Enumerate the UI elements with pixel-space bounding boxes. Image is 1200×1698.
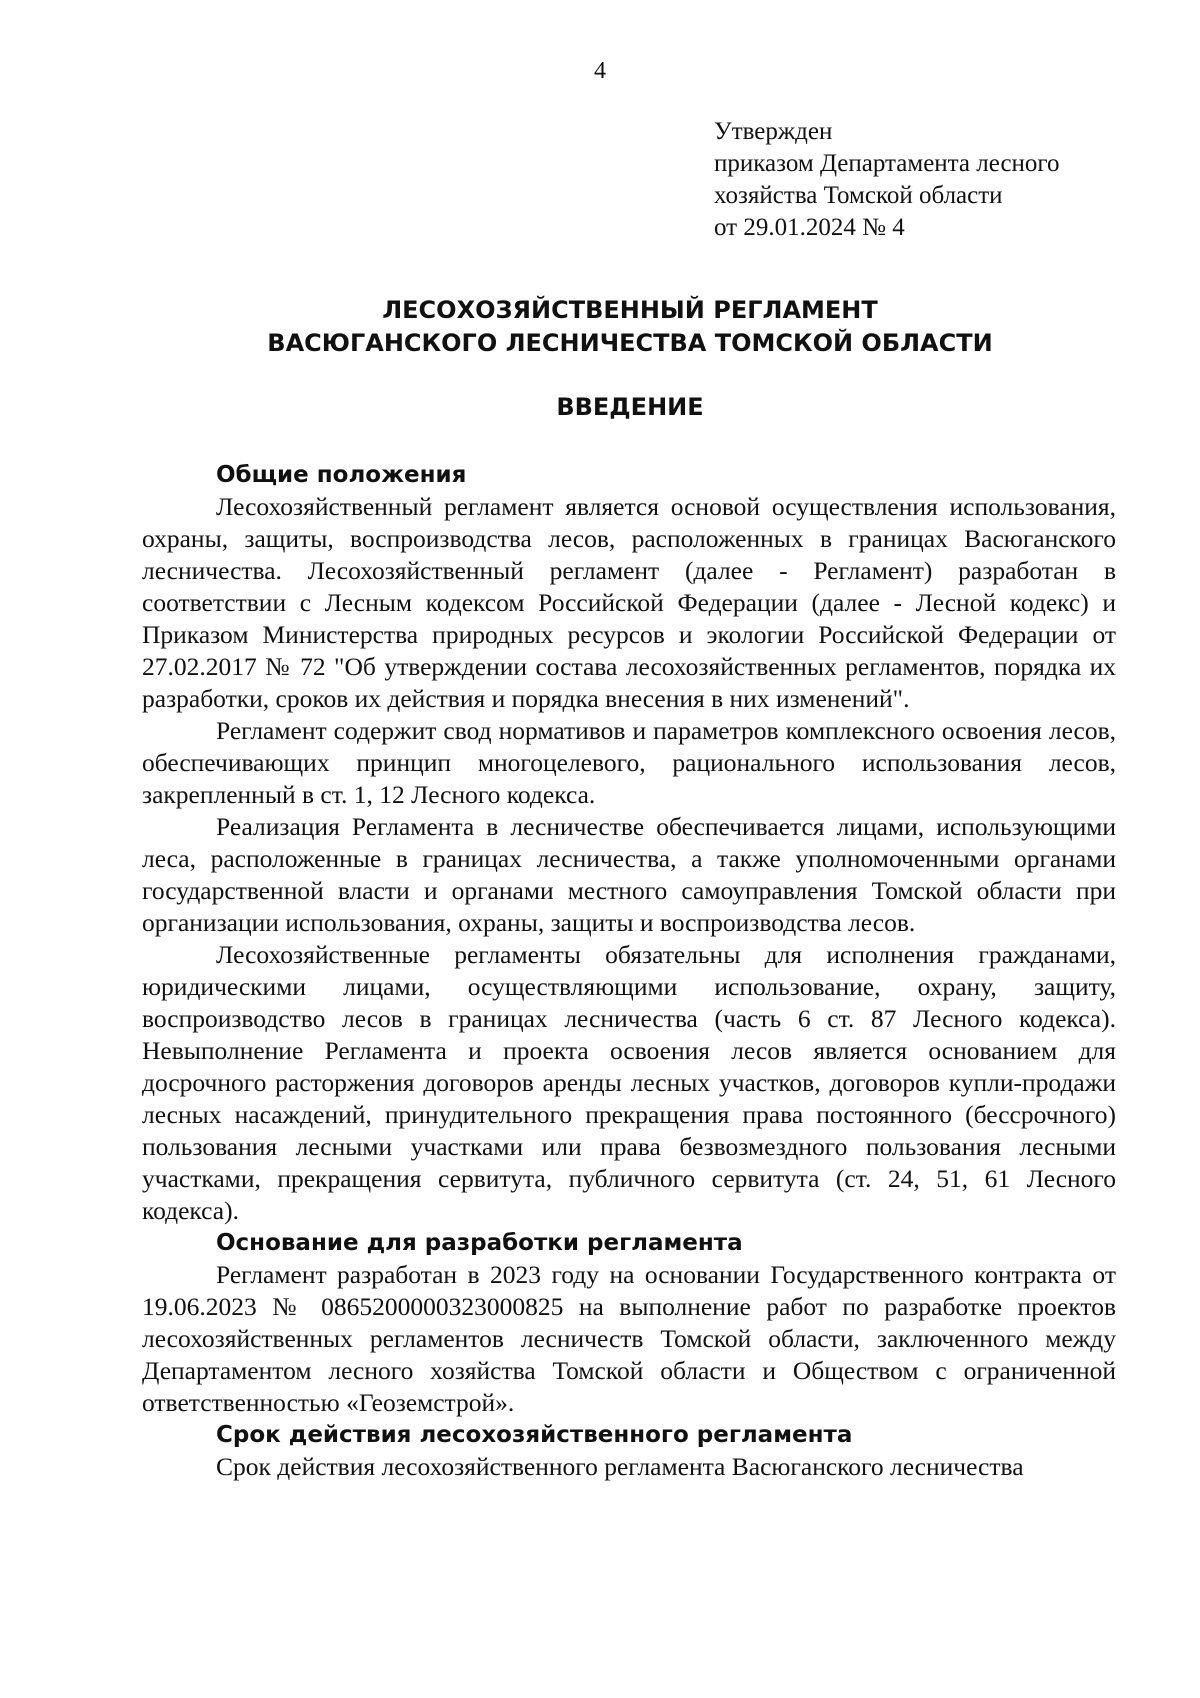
paragraph: Реализация Регламента в лесничестве обеспечивается лицами, использующими леса, расположенные в границах лесничества, а также уполномоченными органами государственной власти и органами местного самоуправления Томской области при организации использования, охраны, защиты и воспроизводства лесов.	[142, 812, 1116, 937]
approval-line: Утвержден	[714, 118, 833, 145]
intro-heading: ВВЕДЕНИЕ	[556, 393, 704, 421]
approval-stamp-block	[714, 116, 1060, 244]
paragraph: Лесохозяйственные регламенты обязательны для исполнения гражданами, юридическими лицами, осуществляющими использование, охрану, защиту, воспроизводство лесов в границах лесничества (часть 6 ст. 87 Лесного кодекса). Невыполнение Регламента и проекта освоения лесов является основанием для досрочного расторжения договоров аренды лесных участков, договоров купли-продажи лесных насаждений, принудительного прекращения права постоянного (бессрочного) пользования лесными участками или права безвозмездного пользования лесными участками, прекращения сервитута, публичного сервитута (ст. 24, 51, 61 Лесного кодекса).	[142, 940, 1116, 1225]
title-line: ВАСЮГАНСКОГО ЛЕСНИЧЕСТВА ТОМСКОЙ ОБЛАСТИ	[267, 329, 993, 357]
section-heading-term: Срок действия лесохозяйственного регламента	[216, 1422, 853, 1448]
paragraph: Срок действия лесохозяйственного регламента Васюганского лесничества	[216, 1452, 1024, 1481]
paragraph: Регламент разработан в 2023 году на основании Государственного контракта от 19.06.2023 № 0865200000323000825 на выполнение работ по разработке проектов лесохозяйственных регламентов лесничеств Томской области, заключенного между Департаментом лесного хозяйства Томской области и Обществом с ограниченной ответственностью «Геоземстрой».	[142, 1260, 1116, 1417]
title-line: ЛЕСОХОЗЯЙСТВЕННЫЙ РЕГЛАМЕНТ	[382, 296, 878, 324]
approval-line: приказом Департамента лесного	[714, 150, 1060, 177]
paragraph: Лесохозяйственный регламент является основой осуществления использования, охраны, защиты, воспроизводства лесов, расположенных в границах Васюганского лесничества. Лесохозяйственный регламент (далее - Регламент) разработан в соответствии с Лесным кодексом Российской Федерации (далее - Лесной кодекс) и Приказом Министерства природных ресурсов и экологии Российской Федерации от 27.02.2017 № 72 "Об утверждении состава лесохозяйственных регламентов, порядка их разработки, сроков их действия и порядка внесения в них изменений".	[142, 492, 1116, 713]
approval-line: от 29.01.2024 № 4	[714, 214, 905, 241]
document-body	[142, 459, 1116, 1483]
document-title	[0, 294, 1200, 360]
approval-line: хозяйства Томской области	[714, 182, 1003, 209]
page-number: 4	[594, 58, 606, 84]
section-heading-basis: Основание для разработки регламента	[216, 1230, 743, 1256]
section-heading-general: Общие положения	[216, 462, 467, 488]
paragraph: Регламент содержит свод нормативов и параметров комплексного освоения лесов, обеспечивающих принцип многоцелевого, рационального использования лесов, закрепленный в ст. 1, 12 Лесного кодекса.	[142, 716, 1116, 809]
